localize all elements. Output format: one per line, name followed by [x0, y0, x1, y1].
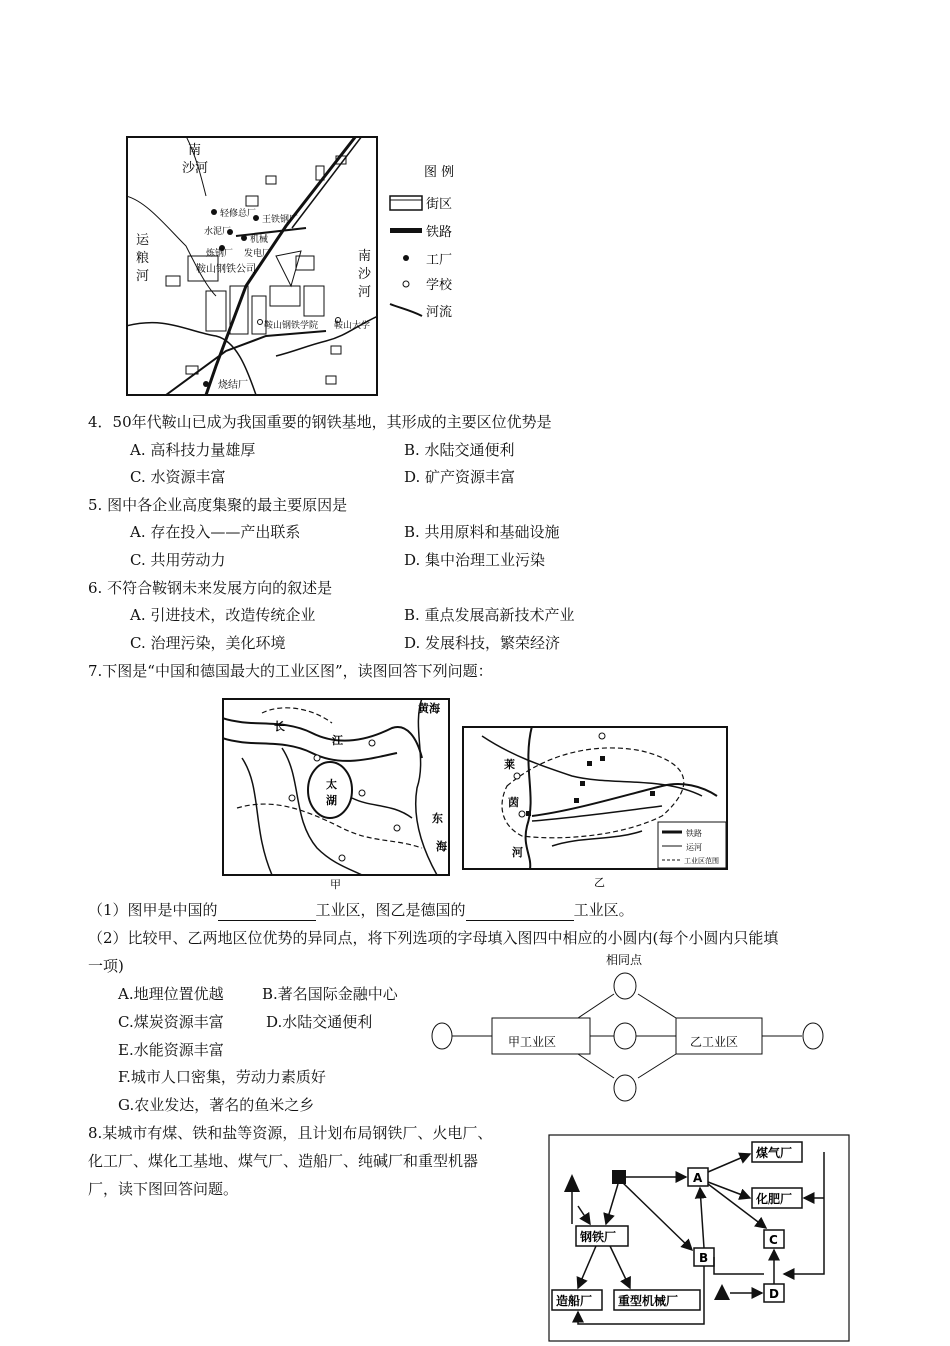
map1-plant1: 轻修总厂	[220, 209, 257, 219]
diagram-yi-box: 乙工业区	[690, 1035, 739, 1049]
map1-school1: 鞍山钢铁学院	[264, 321, 319, 331]
map1-plant4: 机械	[250, 235, 269, 245]
anshan-legend-drawing	[384, 160, 474, 320]
map1-label-he: 河	[136, 269, 150, 284]
map-yi-he: 河	[512, 846, 523, 859]
legend-title: 图 例	[424, 165, 455, 180]
map-yi-legend-rail: 铁路	[686, 829, 702, 838]
node-c: C	[769, 1233, 778, 1247]
map1-label-east-he: 河	[358, 285, 372, 300]
node-gas: 煤气厂	[756, 1146, 793, 1160]
circle-same-middle[interactable]	[614, 1023, 636, 1049]
q5-option-a: A. 存在投入——产出联系	[130, 523, 301, 541]
q7-option-d: D.水陆交通便利	[266, 1013, 373, 1031]
q6-option-a: A. 引进技术，改造传统企业	[130, 606, 316, 624]
q7-option-f: F.城市人口密集，劳动力素质好	[118, 1068, 326, 1086]
map1-label-east-nan: 南	[358, 249, 372, 264]
circle-jia-unique[interactable]	[432, 1023, 452, 1049]
q6-option-d: D. 发展科技，繁荣经济	[404, 634, 561, 652]
node-steel: 钢铁厂	[580, 1230, 617, 1244]
q7-sub1-pre: （1）图甲是中国的	[88, 901, 218, 919]
map-yi-yin: 茵	[508, 796, 519, 809]
q6-option-c: C. 治理污染，美化环境	[130, 634, 286, 652]
circle-same-bottom[interactable]	[614, 1075, 636, 1101]
map-yi	[462, 726, 728, 888]
anshan-map	[126, 136, 378, 396]
map-jia-drawing	[222, 698, 450, 890]
q7-blank-china[interactable]	[218, 900, 316, 921]
map1-plant5: 炼钢厂	[206, 249, 234, 259]
q7-option-c: C.煤炭资源丰富	[118, 1013, 224, 1031]
map-jia-jiang: 江	[332, 734, 343, 747]
q8-line2: 化工厂、煤化工基地、煤气厂、造船厂、纯碱厂和重型机器	[88, 1152, 479, 1170]
diagram-same-label: 相同点	[606, 953, 643, 967]
q5-option-c: C. 共用劳动力	[130, 551, 226, 569]
square-source	[612, 1170, 626, 1184]
map1-school2: 鞍山大学	[334, 321, 371, 331]
map-yi-legend-canal: 运河	[686, 843, 702, 852]
comparison-diagram-drawing	[428, 950, 828, 1110]
map-jia-dong: 东	[432, 812, 443, 825]
legend-rail: 铁路	[426, 225, 453, 240]
map1-company: 鞍山钢铁公司	[196, 264, 256, 275]
anshan-legend	[384, 160, 474, 320]
q7-sub2-line1: （2）比较甲、乙两地区位优势的异同点，将下列选项的字母填入图四中相应的小圆内(每个小圆内只能填	[88, 929, 779, 947]
node-d: D	[769, 1287, 779, 1301]
map-jia-tai: 太	[326, 778, 337, 791]
map-jia-hai: 海	[436, 840, 447, 853]
map1-label-yun: 运	[136, 233, 150, 248]
q6-stem: 6. 不符合鞍钢未来发展方向的叙述是	[88, 579, 333, 597]
q7-stem: 7.下图是“中国和德国最大的工业区图”，读图回答下列问题：	[88, 662, 493, 680]
industry-flow-drawing	[548, 1134, 850, 1342]
q4-option-b: B. 水陆交通便利	[404, 441, 515, 459]
map1-label-shahe-top: 沙河	[182, 161, 209, 176]
q5-option-d: D. 集中治理工业污染	[404, 551, 546, 569]
map1-label-liang: 粮	[136, 251, 150, 266]
map1-plant6: 发电厂	[244, 249, 272, 259]
q6-option-b: B. 重点发展高新技术产业	[404, 606, 575, 624]
node-b: B	[699, 1251, 709, 1265]
q5-option-b: B. 共用原料和基础设施	[404, 523, 560, 541]
node-ship: 造船厂	[556, 1294, 593, 1308]
q7-option-a: A.地理位置优越	[118, 985, 224, 1003]
q7-sub1	[88, 900, 634, 921]
map-jia-chang: 长	[274, 720, 285, 733]
legend-river: 河流	[426, 305, 453, 320]
q5-stem: 5. 图中各企业高度集聚的最主要原因是	[88, 496, 348, 514]
q4-stem: 4．50年代鞍山已成为我国重要的钢铁基地，其形成的主要区位优势是	[88, 413, 552, 431]
map-jia-caption: 甲	[330, 878, 341, 890]
q4-option-c: C. 水资源丰富	[130, 468, 226, 486]
map1-plant2: 王铁钢厂	[262, 215, 299, 225]
legend-school: 学校	[426, 278, 453, 293]
diagram-jia-box: 甲工业区	[508, 1035, 557, 1049]
map-jia-hu: 湖	[326, 794, 337, 807]
map1-plant3: 水泥厂	[204, 227, 232, 237]
circle-same-top[interactable]	[614, 973, 636, 999]
q7-option-e: E.水能资源丰富	[118, 1041, 224, 1059]
q8-line3: 厂，读下图回答问题。	[88, 1180, 239, 1198]
comparison-diagram	[428, 950, 828, 1110]
q7-option-g: G.农业发达，著名的鱼米之乡	[118, 1096, 315, 1114]
node-heavy: 重型机械厂	[618, 1294, 679, 1308]
map-jia-huanghai: 黄海	[418, 702, 440, 715]
map1-plant7: 烧结厂	[218, 380, 248, 391]
map-yi-legend-range: 工业区范围	[684, 857, 719, 865]
q7-sub1-post: 工业区。	[573, 901, 634, 919]
map1-label-nan-top: 南	[188, 143, 202, 158]
q7-sub2-line2: 一项)	[88, 957, 124, 975]
map-yi-caption: 乙	[594, 876, 605, 888]
legend-street: 街区	[426, 197, 453, 212]
anshan-map-drawing	[126, 136, 378, 396]
node-fert: 化肥厂	[756, 1192, 793, 1206]
map-jia	[222, 698, 450, 890]
legend-factory: 工厂	[426, 253, 453, 268]
node-a: A	[693, 1171, 703, 1185]
map-yi-drawing	[462, 726, 728, 888]
map-yi-lai: 莱	[504, 758, 515, 771]
q7-option-b: B.著名国际金融中心	[262, 985, 398, 1003]
industry-flow-diagram	[548, 1134, 850, 1342]
map1-label-east-sha: 沙	[358, 267, 372, 282]
q8-line1: 8.某城市有煤、铁和盐等资源，且计划布局钢铁厂、火电厂、	[88, 1124, 493, 1142]
q7-blank-germany[interactable]	[466, 900, 574, 921]
circle-yi-unique[interactable]	[803, 1023, 823, 1049]
q4-option-d: D. 矿产资源丰富	[404, 468, 516, 486]
q4-option-a: A. 高科技力量雄厚	[130, 441, 256, 459]
q7-sub1-mid: 工业区，图乙是德国的	[315, 901, 466, 919]
